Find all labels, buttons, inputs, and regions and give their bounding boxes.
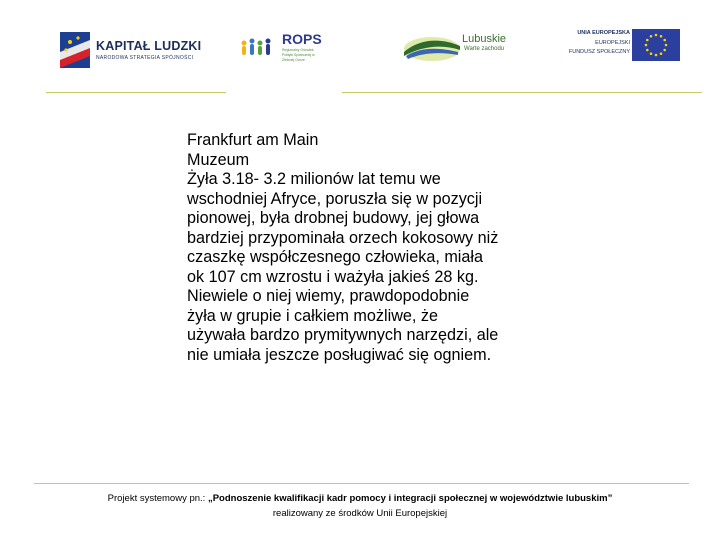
footer-rule bbox=[34, 483, 689, 484]
text-line: czaszkę współczesnego człowieka, miała bbox=[187, 248, 483, 266]
lubuskie-wave-icon bbox=[402, 34, 462, 64]
text-line: żyła w grupie i całkiem możliwe, że bbox=[187, 306, 438, 325]
footer-line1 bbox=[0, 491, 720, 506]
main-text bbox=[187, 131, 557, 365]
header-rule-right bbox=[342, 92, 702, 93]
eu-flag-icon bbox=[632, 29, 680, 61]
eu-logo bbox=[560, 28, 682, 64]
text-line: bardziej przypominała orzech kokosowy niż bbox=[187, 228, 499, 247]
text-line: Muzeum bbox=[187, 150, 250, 169]
eu-line2: EUROPEJSKI bbox=[595, 40, 630, 46]
lubuskie-logo bbox=[402, 30, 512, 68]
eu-line3: FUNDUSZ SPOŁECZNY bbox=[568, 49, 630, 55]
lubuskie-subtitle: Warte zachodu bbox=[464, 46, 505, 52]
header-rule-left bbox=[46, 92, 226, 93]
rops-people-icon bbox=[240, 36, 278, 58]
footer-line2: realizowany ze środków Unii Europejskiej bbox=[272, 508, 448, 519]
kapital-ludzki-title: KAPITAŁ LUDZKI bbox=[96, 39, 202, 53]
rops-subtitle: Regionalny Ośrodek Polityki Społecznej w Zielonej Górze bbox=[282, 48, 315, 62]
eu-line1: UNIA EUROPEJSKA bbox=[577, 30, 630, 36]
text-line: wschodniej Afryce, poruszła się w pozycji bbox=[187, 189, 483, 208]
rops-logo bbox=[240, 30, 330, 70]
footer bbox=[0, 491, 720, 521]
text-line: Frankfurt am Main bbox=[187, 131, 319, 149]
kapital-ludzki-subtitle: NARODOWA STRATEGIA SPÓJNOŚCI bbox=[96, 55, 194, 61]
footer-prefix: Projekt systemowy pn.: bbox=[107, 493, 208, 504]
text-line: Żyła 3.18- 3.2 milionów lat temu we bbox=[187, 170, 441, 188]
footer-project-name: „Podnoszenie kwalifikacji kadr pomocy i integracji społecznej w województwie lubuskim” bbox=[207, 493, 613, 504]
kapital-ludzki-logo bbox=[58, 26, 208, 74]
text-line: pionowej, była drobnej budowy, jej głowa bbox=[187, 209, 480, 227]
text-line: używała bardzo prymitywnych narzędzi, ale bbox=[187, 326, 499, 344]
text-line: ok 107 cm wzrostu i ważyła jakieś 28 kg. bbox=[187, 267, 479, 286]
lubuskie-title: Lubuskie bbox=[462, 33, 507, 45]
text-line: Niewiele o niej wiemy, prawdopodobnie bbox=[187, 287, 470, 305]
text-line: nie umiała jeszcze posługiwać się ogniem. bbox=[187, 345, 492, 364]
rops-title: ROPS bbox=[282, 31, 322, 47]
kapital-ludzki-flag-icon bbox=[58, 30, 92, 70]
